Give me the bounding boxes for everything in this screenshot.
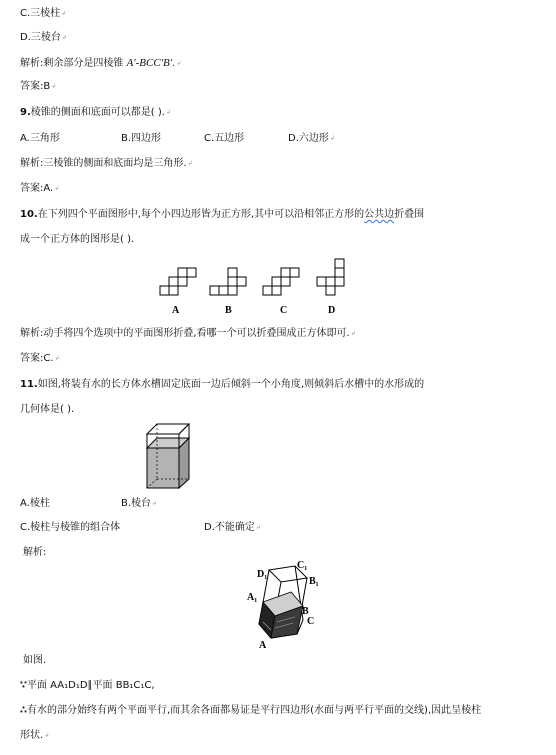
q11-explain-intro: 如图. [23, 655, 47, 666]
label-c: C [307, 616, 315, 627]
label-b: B [302, 606, 309, 617]
q11-explain-line1: ∵平面 AA₁D₁D∥平面 BB₁C₁C, [20, 680, 155, 691]
net-c [263, 268, 299, 295]
q11-option-b: B.棱台↲ [121, 498, 158, 509]
q11-option-d: D.不能确定↲ [204, 522, 261, 533]
net-label-d: D [328, 305, 336, 316]
water-tank-figure [145, 423, 205, 493]
q11-stem-line2: 几何体是( ). [20, 404, 75, 415]
q8-option-c: C.三棱柱↲ [20, 8, 67, 19]
net-d [317, 259, 344, 295]
q8-option-d: D.三棱台↲ [20, 32, 67, 43]
q10-answer: 答案:C.↲ [20, 353, 60, 364]
q9-answer: 答案:A.↲ [20, 183, 60, 194]
q10-nets-figure [0, 258, 556, 318]
q11-option-a: A.棱柱 [20, 498, 50, 509]
net-label-c: C [280, 305, 288, 316]
label-a: A [259, 640, 267, 651]
q11-explain-line3: 形状.↲ [20, 730, 50, 741]
q8-answer: 答案:B↲ [20, 81, 57, 92]
tilted-tank-figure [247, 562, 327, 652]
q11-analysis-label: 解析: [23, 547, 47, 558]
q11-option-c: C.棱柱与棱锥的组合体 [20, 522, 121, 533]
label-b1: B₁ [309, 576, 319, 587]
q11-explain-line2: ∴有水的部分始终有两个平面平行,而其余各面都易证是平行四边形(水面与两平行平面的交线),因此呈棱柱 [20, 705, 482, 716]
label-c1: C₁ [297, 560, 308, 571]
net-label-a: A [172, 305, 180, 316]
q11-stem-line1: 11.如图,将装有水的长方体水槽固定底面一边后倾斜一个小角度,则倾斜后水槽中的水形成的 [20, 379, 425, 390]
label-a1: A₁ [247, 592, 258, 603]
q10-stem-line1: 10.在下列四个平面图形中,每个小四边形皆为正方形,其中可以沿相邻正方形的公共边折叠围 [20, 209, 425, 220]
label-d1: D₁ [257, 569, 268, 580]
q9-analysis: 解析:三棱锥的侧面和底面均是三角形.↲ [20, 158, 193, 169]
q10-analysis: 解析:动手将四个选项中的平面图形折叠,看哪一个可以折叠围成正方体即可.↲ [20, 328, 356, 339]
q9-option-d: D.六边形↲ [288, 133, 335, 144]
q9-option-c: C.五边形 [204, 133, 245, 144]
q8-analysis: 解析:剩余部分是四棱锥 A'-BCC'B'.↲ [20, 57, 182, 69]
q9-stem: 9.棱锥的侧面和底面可以都是( ).↲ [20, 107, 171, 118]
net-label-b: B [225, 305, 232, 316]
net-b [210, 268, 246, 295]
net-a [160, 268, 196, 295]
q9-option-b: B.四边形 [121, 133, 162, 144]
q9-option-a: A.三角形 [20, 133, 60, 144]
q10-stem-line2: 成一个正方体的图形是( ). [20, 234, 135, 245]
